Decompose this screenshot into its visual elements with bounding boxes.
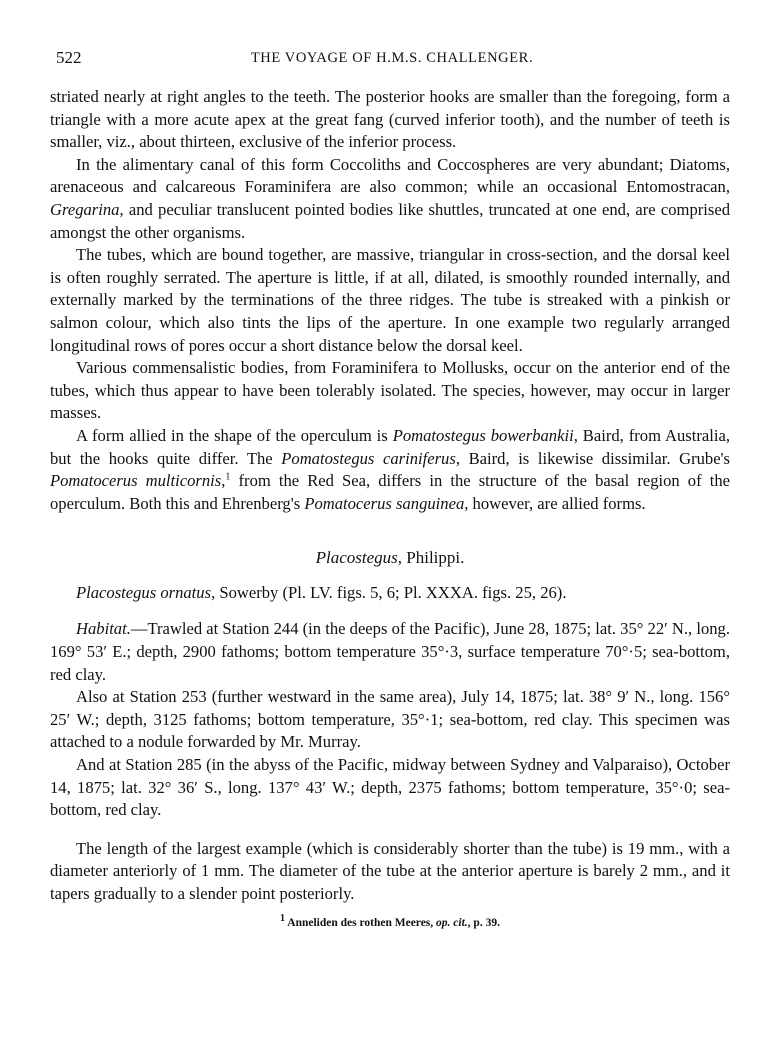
text-run: —Trawled at Station 244 (in the deeps of the Pacific), June 28, 1875; lat. 35° 22′ N., long. 169° 53′ E.; depth, 2900 fathoms; bottom temperature 35°·3, surface temperature 70°·5; sea-bottom, red clay.: [50, 619, 730, 684]
running-title: THE VOYAGE OF H.M.S. CHALLENGER.: [250, 50, 534, 66]
page-header: [56, 44, 728, 74]
species-name: Pomatostegus cariniferus: [281, 448, 456, 468]
footnote: [50, 912, 730, 935]
genus-heading: [50, 547, 730, 570]
footnote-marker: 1: [280, 912, 286, 924]
genus-author: , Philippi.: [397, 548, 465, 568]
habitat-station-253: Also at Station 253 (further westward in the same area), July 14, 1875; lat. 38° 9′ N., long. 156° 25′ W.; depth, 3125 fathoms; bottom temperature, 35°·1; sea-bottom, red clay. This specimen was attached to a nodule forwarded by Mr. Murray.: [50, 687, 730, 752]
text-run: , Baird, is likewise dissimilar. Grube's: [455, 448, 731, 468]
page-number: 522: [56, 48, 82, 67]
paragraph-commensalistic: Various commensalistic bodies, from Foraminifera to Mollusks, occur on the anterior end of the tubes, which thus appear to have been tolerably isolated. The species, however, may occur in larger masses.: [50, 358, 730, 423]
genus-name: Placostegus: [315, 548, 398, 568]
paragraph-alimentary-canal: [50, 154, 730, 244]
paragraph-allied-forms: A form allied in the shape of the operculum is Pomatostegus bowerbankii, Baird, from Australia, but the hooks quite differ. The Pomatostegus cariniferus, Baird, is likewise dissimilar. Grube's Pomatocerus multicornis,$^1$ from the Red Sea, differs in the structure of the basal region of the operculum. Both this and Ehrenberg's Pomatocerus sanguinea, however, are allied forms.: [50, 425, 731, 513]
text-run: Anneliden des rothen Meeres,: [285, 916, 437, 929]
italic-term: Gregarina: [50, 199, 120, 219]
text-run: from the Red Sea, differs in the structure of the basal region of the operculum. Both this and Ehrenberg's: [50, 471, 730, 513]
species-name: Pomatocerus sanguinea: [304, 493, 465, 513]
species-name: Pomatostegus bowerbankii: [392, 425, 574, 445]
paragraph-tubes: The tubes, which are bound together, are massive, triangular in cross-section, and the dorsal keel is often roughly serrated. The aperture is little, if at all, dilated, is smoothly rounded internally, and externally marked by the terminations of the three ridges. The tube is streaked with a pinkish or salmon colour, which also tints the lips of the aperture. In one example two regularly arranged longitudinal rows of pores occur a short distance below the dorsal keel.: [50, 245, 730, 355]
paragraph-continuation: striated nearly at right angles to the teeth. The posterior hooks are smaller than the foregoing, form a triangle with a more acute apex at the great fang (curved inferior tooth), and the number of teeth is smaller, viz., about thirteen, exclusive of the inferior process.: [50, 87, 730, 152]
text-run: , p. 39.: [467, 916, 500, 929]
habitat-station-244: [50, 618, 730, 686]
footnote-marker: 1: [225, 471, 231, 483]
habitat-label: Habitat.: [76, 619, 131, 639]
species-heading: [50, 582, 730, 605]
italic-term: op. cit.: [436, 916, 468, 929]
species-name: Placostegus ornatus: [76, 582, 212, 602]
habitat-station-285: And at Station 285 (in the abyss of the Pacific, midway between Sydney and Valparaiso), October 14, 1875; lat. 32° 36′ S., long. 137° 43′ W.; depth, 2375 fathoms; bottom temperature, 35°·0; sea-bottom, red clay.: [50, 755, 730, 820]
text-run: , however, are allied forms.: [464, 493, 646, 513]
body-text: [50, 86, 730, 934]
text-run: , Baird, from Australia, but the hooks quite differ. The: [50, 425, 731, 468]
text-run: A form allied in the shape of the operculum is: [76, 425, 393, 445]
species-reference: , Sowerby (Pl. LV. figs. 5, 6; Pl. XXXA. figs. 25, 26).: [211, 582, 567, 602]
text-run: In the alimentary canal of this form Coccoliths and Coccospheres are very abundant; Diatoms, arenaceous and calcareous Foraminifera are also common; while an occasional Entomostracan,: [50, 154, 730, 197]
species-name: Pomatocerus multicornis: [50, 471, 222, 491]
text-run: , and peculiar translucent pointed bodies like shuttles, truncated at one end, are comprised amongst the other organisms.: [50, 199, 730, 242]
paragraph-measurements: The length of the largest example (which is considerably shorter than the tube) is 19 mm., with a diameter anteriorly of 1 mm. The diameter of the tube at the anterior aperture is barely 2 mm., and it tapers gradually to a slender point posteriorly.: [50, 838, 730, 903]
